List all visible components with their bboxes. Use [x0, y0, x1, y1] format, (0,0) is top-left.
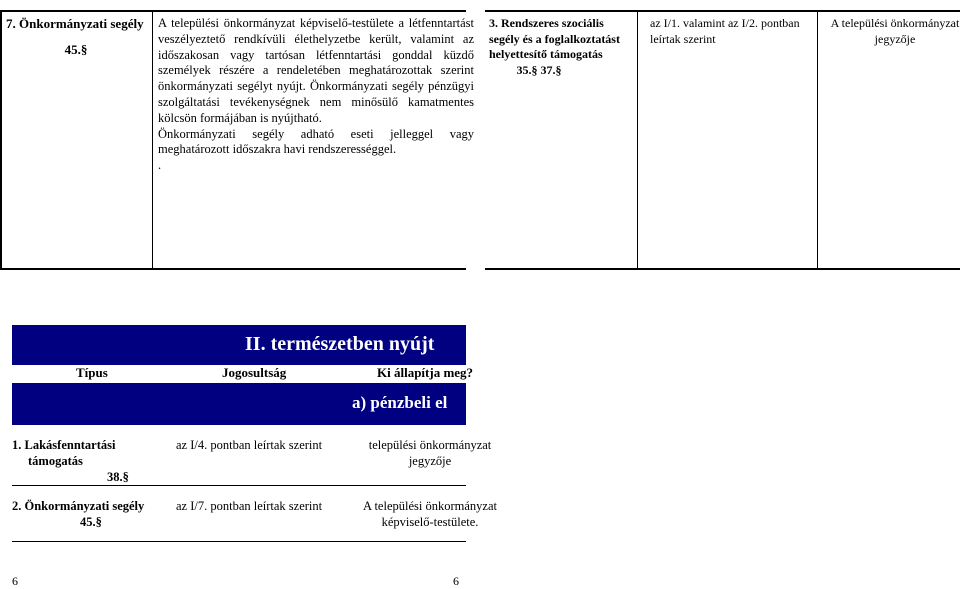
- type-line: 3. Rendszeres szociális: [489, 16, 604, 30]
- section-title: II. természetben nyújt: [245, 333, 435, 355]
- row-divider: [12, 541, 466, 542]
- type-cell: [6, 16, 146, 58]
- table-row-type: [12, 437, 162, 485]
- type-line: 35.§ 37.§: [516, 62, 562, 77]
- right-page: [485, 0, 960, 586]
- row-type-line: 38.§: [107, 470, 129, 484]
- row-authority: [355, 437, 505, 469]
- row-eligibility: az I/7. pontban leírtak szerint: [176, 499, 323, 513]
- row-authority: [355, 498, 505, 530]
- header-authority: Ki állapítja meg?: [377, 365, 474, 380]
- authority-cell: [815, 16, 975, 47]
- column-divider: [637, 12, 638, 270]
- description-cell: [158, 16, 474, 174]
- subsection-title: a) pénzbeli el: [352, 393, 448, 412]
- row-type-line: támogatás: [28, 454, 83, 468]
- type-cell: [489, 16, 637, 78]
- row-authority-line: jegyzője: [408, 454, 452, 468]
- column-divider: [817, 12, 818, 270]
- table-row-type: [12, 498, 162, 530]
- row-authority-line: képviselő-testülete.: [381, 515, 479, 529]
- row-type-line: 2. Önkormányzati segély: [12, 499, 145, 513]
- authority-line: A települési önkormányzat: [830, 16, 960, 30]
- authority-line: jegyzője: [874, 31, 916, 46]
- type-line: helyettesítő támogatás: [489, 47, 603, 61]
- row-authority-line: települési önkormányzat: [368, 438, 492, 452]
- description-paragraph: A települési önkormányzat képviselő-testülete a létfenntartást veszélyeztető rendkívüli élethelyzetbe került, valamint az időszakosan vagy tartósan létfenntartási gonddal küzdő személyek részére a rendeletében meghatározottak szerint önkormányzati segélyt nyújt. Önkormányzati segély pénzügyi szolgáltatási tevékenységnek nem minősülő kamatmentes kölcsön formájában is nyújtható.: [158, 16, 474, 125]
- description-paragraph: Önkormányzati segély adható eseti jelleggel vagy meghatározott időszakra havi rendszerességgel.: [158, 126, 474, 157]
- header-type: Típus: [76, 365, 108, 380]
- row-eligibility: az I/4. pontban leírtak szerint: [176, 438, 323, 452]
- row-divider: [12, 485, 466, 486]
- row-authority-line: A települési önkormányzat: [363, 499, 497, 513]
- eligibility-line: az I/1. valamint az I/2. pontban: [650, 16, 800, 30]
- type-section: 45.§: [64, 42, 88, 57]
- eligibility-line: leírtak szerint: [650, 31, 716, 46]
- row-type-line: 1. Lakásfenntartási: [12, 438, 116, 452]
- description-paragraph: .: [158, 158, 162, 173]
- header-eligibility: Jogosultság: [222, 365, 287, 380]
- type-name: 7. Önkormányzati segély: [6, 16, 144, 31]
- row-type-line: 45.§: [80, 515, 102, 529]
- column-divider: [152, 12, 153, 270]
- eligibility-cell: [650, 16, 820, 47]
- page-number: 6: [12, 574, 18, 588]
- page-number: 6: [453, 574, 459, 588]
- type-line: segély és a foglalkoztatást: [489, 31, 620, 46]
